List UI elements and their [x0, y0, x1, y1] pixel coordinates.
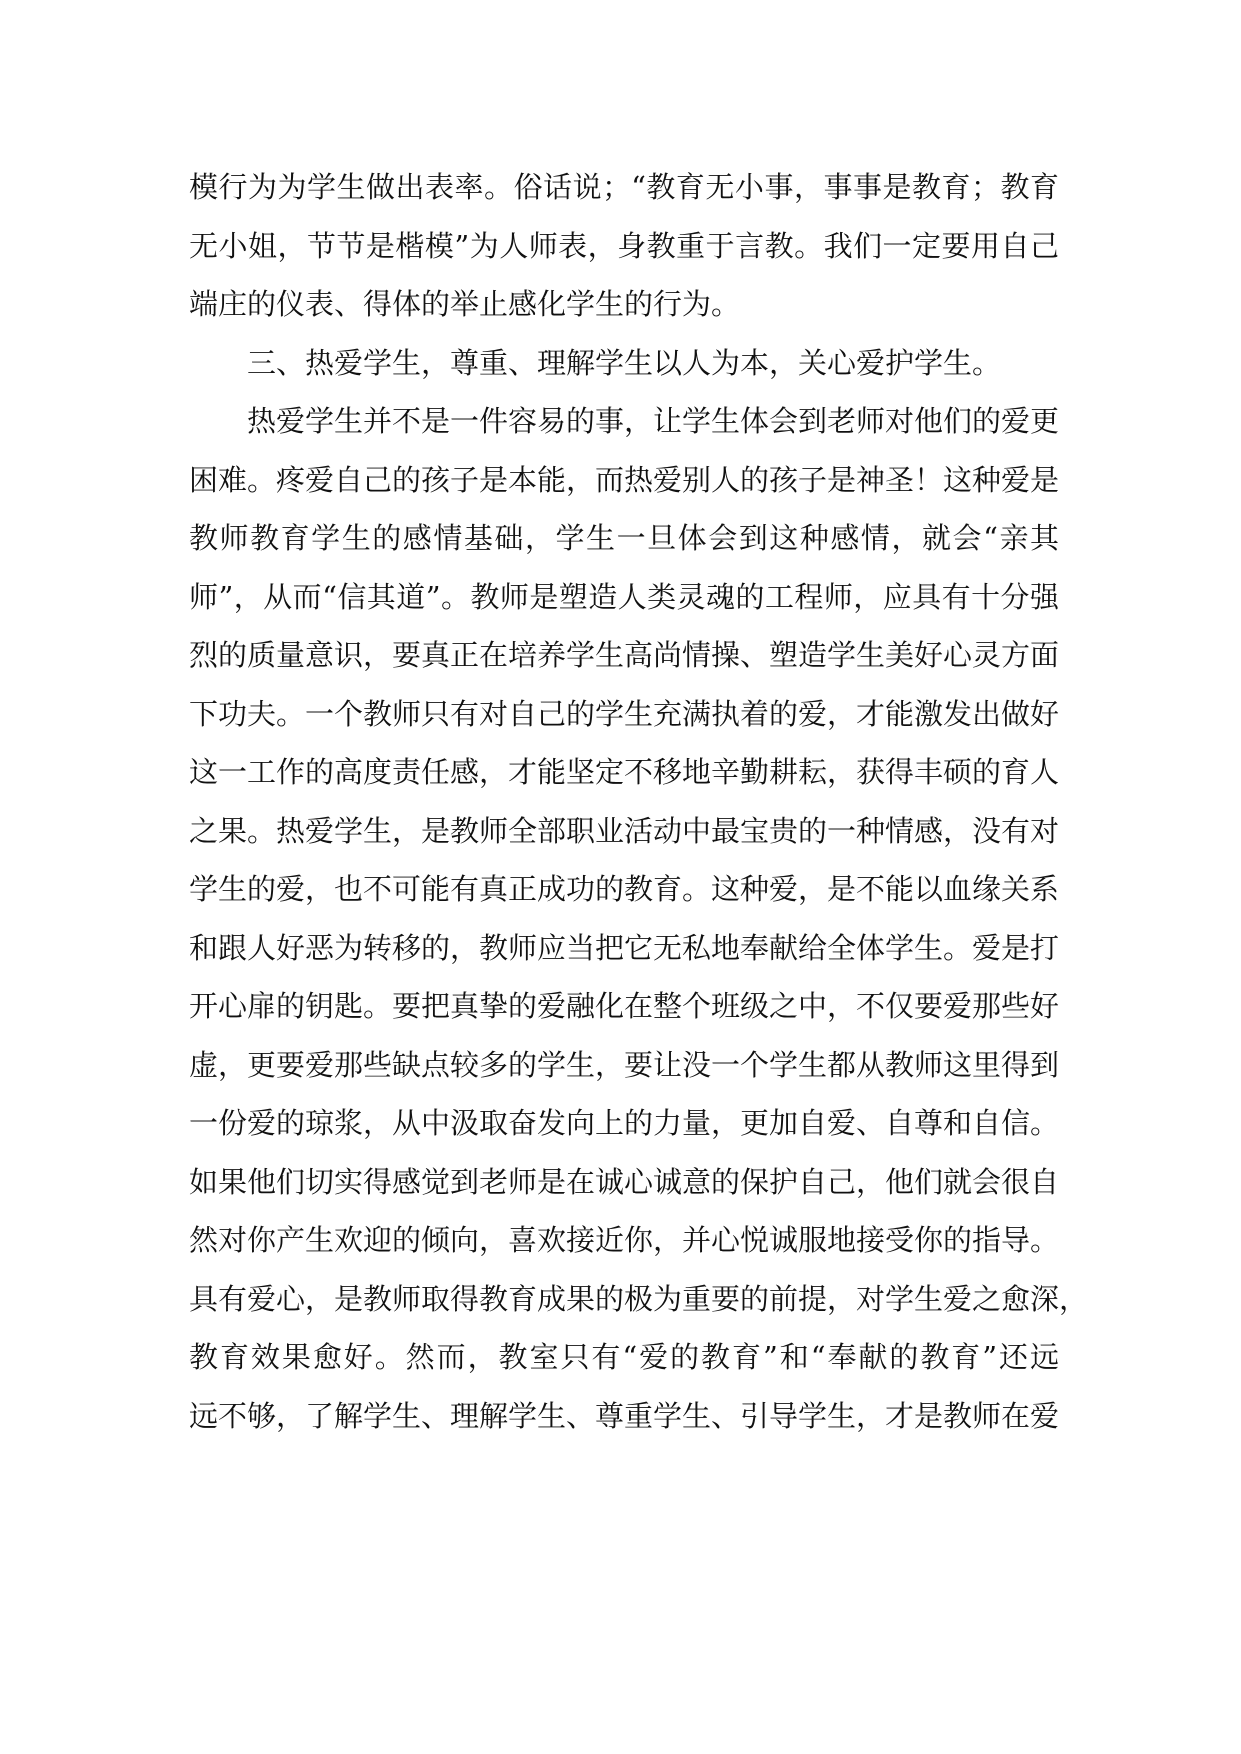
paragraph-2-line-3: 教师教育学生的感情基础，学生一旦体会到这种感情，就会“亲其: [189, 521, 1059, 555]
section-heading-3: 三、热爱学生，尊重、理解学生以人为本，关心爱护学生。: [247, 345, 1002, 380]
paragraph-2-line-2: 困难。疼爱自己的孩子是本能，而热爱别人的孩子是神圣！这种爱是: [189, 462, 1060, 497]
paragraph-2-line-8: 之果。热爱学生，是教师全部职业活动中最宝贵的一种情感，没有对: [189, 813, 1060, 848]
paragraph-2-line-13: 一份爱的琼浆，从中汲取奋发向上的力量，更加自爱、自尊和自信。: [189, 1106, 1060, 1140]
paragraph-2-line-14: 如果他们切实得感觉到老师是在诚心诚意的保护自己，他们就会很自: [189, 1164, 1060, 1199]
paragraph-2-line-1: 热爱学生并不是一件容易的事，让学生体会到老师对他们的爱更: [247, 404, 1060, 438]
paragraph-2-line-6: 下功夫。一个教师只有对自己的学生充满执着的爱，才能激发出做好: [189, 696, 1060, 731]
paragraph-1-line-2: 无小姐，节节是楷模”为人师表，身教重于言教。我们一定要用自己: [189, 228, 1059, 263]
paragraph-2-line-17: 教育效果愈好。然而，教室只有“爱的教育”和“奉献的教育”还远: [189, 1340, 1059, 1374]
body-text: [189, 158, 1089, 1445]
paragraph-2-line-4: 师”，从而“信其道”。教师是塑造人类灵魂的工程师，应具有十分强: [189, 579, 1059, 614]
paragraph-2-line-16: 具有爱心，是教师取得教育成果的极为重要的前提，对学生爱之愈深，: [189, 1281, 1089, 1316]
paragraph-2-line-11: 开心扉的钥匙。要把真挚的爱融化在整个班级之中，不仅要爱那些好: [189, 989, 1060, 1023]
paragraph-1-line-3: 端庄的仪表、得体的举止感化学生的行为。: [189, 287, 741, 321]
paragraph-2-line-18: 远不够，了解学生、理解学生、尊重学生、引导学生，才是教师在爱: [189, 1398, 1060, 1433]
paragraph-2: [189, 392, 1089, 1445]
paragraph-2-line-15: 然对你产生欢迎的倾向，喜欢接近你，并心悦诚服地接受你的指导。: [189, 1223, 1060, 1257]
paragraph-1: [189, 158, 1059, 334]
paragraph-1-line-1: 模行为为学生做出表率。俗话说；“教育无小事，事事是教育；教育: [189, 170, 1059, 204]
paragraph-2-line-5: 烈的质量意识，要真正在培养学生高尚情操、塑造学生美好心灵方面: [189, 638, 1060, 672]
paragraph-2-line-12: 虚，更要爱那些缺点较多的学生，要让没一个学生都从教师这里得到: [189, 1047, 1060, 1082]
paragraph-2-line-10: 和跟人好恶为转移的，教师应当把它无私地奉献给全体学生。爱是打: [189, 930, 1060, 965]
paragraph-2-line-9: 学生的爱，也不可能有真正成功的教育。这种爱，是不能以血缘关系: [189, 872, 1060, 906]
paragraph-2-line-7: 这一工作的高度责任感，才能坚定不移地辛勤耕耘，获得丰硕的育人: [189, 755, 1060, 789]
